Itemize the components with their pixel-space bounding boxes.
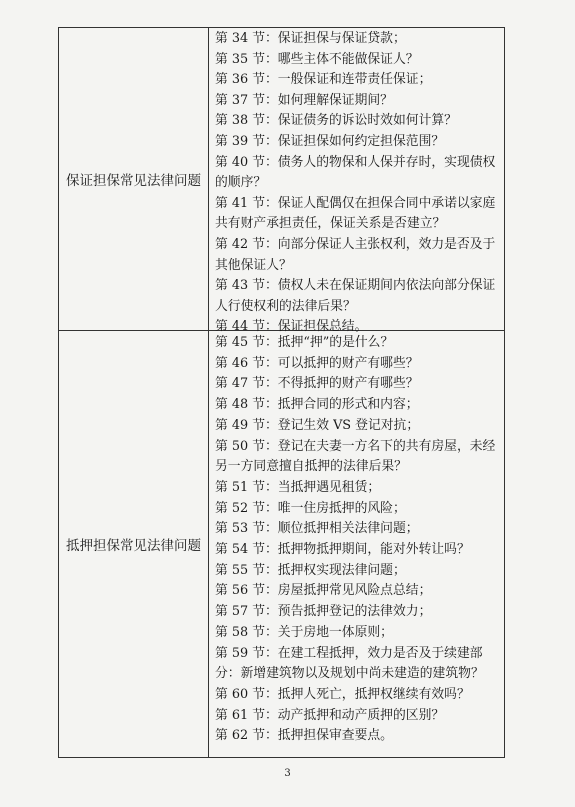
list-item: 第 56 节：房屋抵押常见风险点总结； (215, 583, 432, 599)
list-item: 第 59 节：在建工程抵押，效力是否及于续建部分：新增建筑物以及规划中尚未建造的建筑物？ (215, 645, 484, 682)
list-item: 第 62 节：抵押担保审查要点。 (215, 728, 393, 744)
list-item: 第 53 节：顺位抵押相关法律问题； (215, 521, 419, 537)
list-item: 第 51 节：当抵押遇见租赁； (215, 479, 381, 495)
list-item: 第 44 节：保证担保总结。 (215, 319, 368, 335)
section-label-guarantee: 保证担保常见法律问题 (59, 28, 209, 330)
list-item: 第 38 节：保证债务的诉讼时效如何计算？ (215, 113, 457, 129)
list-item: 第 40 节：债务人的物保和人保并存时，实现债权的顺序？ (215, 154, 496, 191)
list-item: 第 42 节：向部分保证人主张权利，效力是否及于其他保证人？ (215, 236, 496, 273)
section-items-guarantee (209, 28, 504, 335)
list-item: 第 39 节：保证担保如何约定担保范围？ (215, 133, 445, 149)
table-row-guarantee (59, 28, 504, 335)
list-item: 第 50 节：登记在夫妻一方名下的共有房屋，未经另一方同意擅自抵押的法律后果？ (215, 438, 496, 475)
list-item: 第 60 节：抵押人死亡，抵押权继续有效吗？ (215, 686, 470, 702)
table-row-mortgage (59, 331, 504, 757)
list-item: 第 55 节：抵押权实现法律问题； (215, 562, 406, 578)
list-item: 第 57 节：预告抵押登记的法律效力； (215, 604, 432, 620)
list-item: 第 52 节：唯一住房抵押的风险； (215, 500, 406, 516)
content-table (58, 27, 505, 758)
list-item: 第 41 节：保证人配偶仅在担保合同中承诺以家庭共有财产承担责任，保证关系是否建立？ (215, 195, 496, 232)
list-item: 第 34 节：保证担保与保证贷款； (215, 31, 406, 46)
list-item: 第 36 节：一般保证和连带责任保证； (215, 72, 432, 88)
list-item: 第 35 节：哪些主体不能做保证人？ (215, 51, 419, 67)
list-item: 第 61 节：动产抵押和动产质押的区别？ (215, 707, 445, 723)
list-item: 第 47 节：不得抵押的财产有哪些？ (215, 376, 419, 392)
list-item: 第 37 节：如何理解保证期间？ (215, 92, 393, 108)
page-number: 3 (284, 768, 291, 779)
list-item: 第 46 节：可以抵押的财产有哪些？ (215, 355, 419, 371)
section-label-mortgage: 抵押担保常见法律问题 (59, 331, 209, 757)
list-item: 第 49 节：登记生效 VS 登记对抗； (215, 417, 420, 433)
list-item: 第 58 节：关于房地一体原则； (215, 624, 393, 640)
list-item: 第 45 节：抵押“押”的是什么？ (215, 335, 394, 350)
list-item: 第 48 节：抵押合同的形式和内容； (215, 397, 419, 413)
section-items-mortgage (209, 331, 504, 757)
list-item: 第 54 节：抵押物抵押期间，能对外转让吗？ (215, 542, 470, 558)
list-item: 第 43 节：债权人未在保证期间内依法向部分保证人行使权利的法律后果？ (215, 278, 496, 314)
